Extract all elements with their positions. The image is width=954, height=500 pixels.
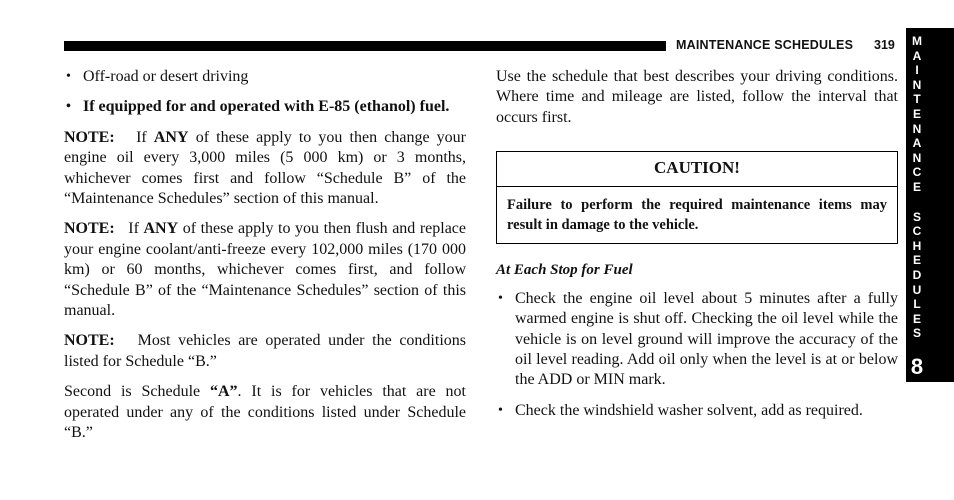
list-item [64, 67, 466, 87]
bullet-icon: • [66, 99, 71, 115]
body-paragraph [64, 382, 466, 443]
paragraph-emphasis: “A” [209, 383, 238, 401]
running-header-title: MAINTENANCE SCHEDULES [676, 38, 854, 52]
side-tab-letter: H [912, 238, 922, 253]
caution-title: CAUTION! [497, 152, 897, 186]
side-tab-letter: A [912, 48, 922, 63]
note-paragraph [64, 128, 466, 210]
right-column [496, 67, 898, 421]
chapter-number: 8 [910, 354, 924, 379]
bullet-icon: • [66, 69, 71, 84]
note-text: of these apply to you then flush and replace your engine coolant/anti-freeze every 102,000 miles (170 000 km) or 60 months, whichever comes first, and follow “Schedule B” of the “Maintenance Schedules” section of this manual. [64, 220, 467, 320]
note-label: NOTE: [64, 220, 115, 238]
side-tab-letter: N [912, 150, 922, 165]
side-tab-letter: T [913, 92, 921, 107]
list-item [496, 401, 898, 421]
side-tab-letters [906, 34, 928, 341]
bullet-icon: • [498, 402, 503, 418]
bullet-text: Check the engine oil level about 5 minutes after a fully warmed engine is shut off. Checking the oil level while the vehicle is on level ground will improve the accuracy of the oil level reading. Add oil only when the level is at or below the ADD or MIN mark. [515, 289, 898, 389]
bullet-text: If equipped for and operated with E-85 (ethanol) fuel. [83, 98, 450, 116]
note-emphasis: ANY [143, 220, 179, 238]
side-tab-letter: S [912, 326, 921, 341]
header-rule [64, 41, 666, 51]
list-item [496, 289, 898, 391]
chapter-side-tab [906, 28, 954, 382]
caution-text: Failure to perform the required maintenance items may result in damage to the vehicle. [507, 196, 887, 234]
side-tab-letter: N [912, 77, 922, 92]
side-tab-letter: C [912, 165, 922, 180]
note-text: If [136, 128, 147, 146]
side-tab-letter: L [913, 297, 921, 312]
side-tab-letter: U [912, 282, 922, 297]
note-label: NOTE: [64, 332, 115, 350]
page-number: 319 [874, 38, 895, 52]
left-column [64, 67, 466, 444]
side-tab-letter: M [912, 34, 922, 48]
side-tab-letter: D [912, 267, 922, 282]
note-text: of these apply to you then change your engine oil every 3,000 miles (5 000 km) or 3 months, whichever comes first and follow “Schedule B” of the “Maintenance Schedules” section of this manual. [64, 128, 467, 208]
side-tab-letter: E [912, 311, 921, 326]
note-text: If [128, 220, 139, 238]
note-paragraph [64, 219, 466, 321]
side-tab-letter: C [912, 224, 922, 239]
caution-box [496, 151, 898, 244]
side-tab-letter: E [912, 179, 921, 194]
paragraph-text: Second is Schedule [64, 383, 201, 401]
side-tab-letter: I [915, 63, 919, 78]
side-tab-letter: E [912, 253, 921, 268]
intro-paragraph: Use the schedule that best describes your driving conditions. Where time and mileage are listed, follow the interval that occurs first. [496, 68, 898, 126]
note-label: NOTE: [64, 128, 115, 146]
bullet-icon: • [498, 290, 503, 306]
side-tab-letter: S [912, 209, 921, 224]
paragraph-text: . It is for vehicles that are not operated under any of the conditions listed under Schedule “B.” [64, 383, 466, 442]
side-tab-letter: A [912, 136, 922, 151]
bullet-text: Off-road or desert driving [83, 68, 249, 85]
section-subheading: At Each Stop for Fuel [496, 262, 633, 279]
bullet-text: Check the windshield washer solvent, add as required. [515, 401, 863, 419]
side-tab-letter: N [912, 121, 922, 136]
list-item [64, 97, 466, 117]
note-text: Most vehicles are operated under the conditions listed for Schedule “B.” [64, 332, 466, 370]
side-tab-letter: E [912, 106, 921, 121]
note-paragraph [64, 331, 466, 372]
note-emphasis: ANY [153, 128, 189, 146]
